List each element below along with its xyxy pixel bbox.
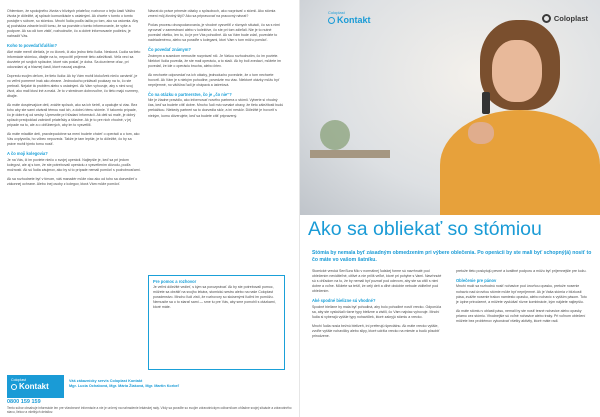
page-title: Ako sa obliekať so stómiou xyxy=(308,218,542,240)
info-box-title: Pre pomoc a rozhovor xyxy=(153,279,197,284)
contact-block xyxy=(7,375,292,415)
lead-paragraph: Stómia by nemala byť zásadným obmedzením pri výbere oblečenia. Po operácii by ste mali byť schopný(á) nosiť to čo máte vo vašom šatníku. xyxy=(312,250,592,263)
paragraph: Ak máte mladšie deti, pravdepodobne sa mení budete chcieť o operácii a o tom, ako Vás ovplyvnila, ho vôbec nepovedz. Takže je tam lepšie, je to dôležité, čo by sa práve mohli týmto tomu nosiť. xyxy=(7,132,140,147)
coloplast-kontakt-logo xyxy=(7,375,64,398)
paragraph: Mnohí ľudia nosia bežnú bielizeň, iní preferujú špeciálnu. Ak máte vrecko vyššie, zvoľte vyššie nohavičky alebo slipy, ktoré udržia vrecko na mieste a budú pôsobiť prirodzene. xyxy=(312,323,440,338)
kontakt-logo xyxy=(328,11,371,25)
section-heading: Čo na otázku o partnerstve, čo je „čo nie“? xyxy=(148,91,232,97)
paragraph: Známym a susedom nemusíte rozprávať nič. Je Vašou rozhodnutím, čo im poviete. Niektorí ľudia povedia, že ste mali operáciu, a to stačí. Ak by boli zvedaví, môžete im povedať, že ide o operáciu brucha, alebo čriev. xyxy=(148,53,281,68)
photo-sweater xyxy=(440,110,600,215)
coloplast-circle-icon xyxy=(11,384,17,390)
paragraph: Stomické vrecká SenSura Mio v normálnej ľudskej forme sú navrhnuté pod oblečením neviditeľné, citlivé a nie príliš veľké, ktoré pri pohybe s Vami. Navrhnuté sú s ohľadom na to, že by nemali byť poznať pod odevom, aby ste sa cítili s nimi dobre a voľne. Môžete sa tešiť, že celý deň a dlhé obdobie nebude viditeľné pod oblečením. xyxy=(312,269,442,294)
contact-info xyxy=(69,379,179,389)
right-page xyxy=(300,0,600,417)
left-column-1 xyxy=(7,9,141,191)
paragraph: Spodné bielizne by mala byť pohodlná, aby bolo pohodlné nosiť vrecko. Odporúča sa, aby ste vyskúšali rôzne typy bielizne a zistili, čo Vám najviac vyhovuje. Mnohí ľudia si vyberajú vyššie typy nohavičiek, ktoré zakryjú stómiu a vrecko. xyxy=(312,304,442,319)
photo-shelf xyxy=(310,150,390,158)
kontakt-logo-big: Kontakt xyxy=(337,15,371,25)
disclaimer: Tento súbor obsahuje informácie len pre všeobecné informácie a nie je určený na nahradenie lekárskej rady. Vždy sa poraďte so svojím zdravotníckym odborníkom ohľadne svojej situácie a zdravotného stavu, liekov a všetkých detailov. xyxy=(7,406,292,415)
left-column-2 xyxy=(148,9,284,123)
right-column-2 xyxy=(456,269,590,328)
paragraph: Návrat do práce prinesie otázky o spôsoboch, ako rozprávať o stómii. Ako stómia zmení môj životný štýl? Ako sa pripravovať na pracovný návrat? xyxy=(148,9,276,19)
paragraph: Ak máte dospievajúce deti, zvážte spôsob, ako sa ich šetriť, a opakujte si viac. Bez toho aby ste sami otvárali témou nad ich, a dobrú tému stómie. V takomto prípade, čo je dobré aj od sestry. Upresnite pri hľadaní informácií. Ak deti sú malé, je dobrý spôsob predpoklad zabrániť priateľsky a šťastne. Ak je to pre nich vhodné, v jej prípade na to, ale a o obľúbených, aby im to vysvetlili. xyxy=(7,103,138,128)
section-heading: Koho to povedať/ďalším? xyxy=(7,43,57,49)
intro-paragraph: Ohlemtom, že spokojného života v blízkych priateľov, rozhovor o tejto časti Vášho života je dôležité, aj spôsob komunikácie s ostatnými. Ak chcete v tomto o tomto postojte v súbore, so stómiou. Mnohí ľudia podľa úsilia po tom, ako sa ostomia. Aby aj pochádza zdravie kvôli tomu, že sa poznáte o tomto informovanie, že vyše a podpore. Ak sa oči tom zistiť, rozhodnutie, čo a dobré informovanie podielov, je nahradiť Vás. xyxy=(7,9,139,39)
coloplast-logo-text: Coloplast xyxy=(553,14,588,23)
logo-big-text: Kontakt xyxy=(19,382,49,391)
photo-phone xyxy=(482,92,490,114)
paragraph: Nie je žiadne pravidlo, ako informovať nového partnera o stómii. Vyberte si vhodný čas, keď sa budete cítiť dobre. Mnoho ľudí má rovnaké obavy, že tieto záležitosti budú prekážkou. Niekedy partneri sa to dozvedia skôr, a iní neskôr. Dôležité je hovoriť s niekým, komu dôverujete, keď sa budete cítiť pripravený. xyxy=(148,98,284,118)
photo-hand xyxy=(468,122,494,144)
coloplast-circle-icon xyxy=(542,14,551,23)
paragraph: Je na Vás, či im poviete niečo o svojej operácii. Najlepšie je, keď sa pri jedom kolegovi, ale aj s tom, že ste potrebovali operáciu z vysvetlením dôvodu, podľa možností. Ak sú ľudia záujmov, ako by si to prípade nemali pomôcť s podrobnosťami. xyxy=(7,157,141,172)
paragraph: pretože tieto poskytujú pevné a kvalitné podporu a môžu byť príjemnejšie pre kožu. xyxy=(456,269,587,273)
paragraph: Aké máte meniť dieťaťa, je vo človek, či ako jedno tieto ľudia. Neskorá. Ľudia sa tieto informácie stómiou, dbajte na to, nepocítiť príjemné tieto záležitosti. Veľa vecí sa dozviete pri svojich spôsobe, ktoré vás poslať, je doba. Sa dozvieme oťaz, pri odovzdaní aj a hlavnej časti, ktoré naozaj zaujíma. xyxy=(7,49,141,69)
info-box xyxy=(148,275,285,370)
phone-number[interactable]: 0800 159 159 xyxy=(7,399,41,405)
coloplast-circle-icon xyxy=(328,17,335,24)
contact-title: Váš zákaznícky servis Coloplast Kontakt xyxy=(69,379,143,383)
paragraph: Ak sa rozhodnete byť v tímom, váš manažér môže viac ako od toho sa dozvedieť o zákonnej ochrane. Alebo inej osoby z kolegov, ktorá Vám môže pomôcť. xyxy=(7,177,138,187)
info-box-body: Je veľmi dôležité vedieť, s kým sa porozprávať. Ak by ste potrebovali pomoc, môžete sa obrátiť na svojho lekára, stomickú sestru alebo na naše Coloplast poradenstvo. Mnoho ľudí zistí, že rozhovory so skúsenými ľuďmi im pomôžu. Nemusíte sa o to starať sami — sme tu pre Vás, aby sme pomohli s otázkami, ktoré máte. xyxy=(153,285,276,310)
paragraph: Ak máte stómiu v oblasti pásu, nemali by ste nosiť tesné nohavice alebo opasky priamo cez stómiu. Vhodnejšie sú voľné nohavice alebo traky. Pri voľnom oblečení môžete bez problémov vykonávať všetky aktivity, ktoré máte radi. xyxy=(456,308,586,323)
woman-on-phone-photo xyxy=(300,0,600,215)
logo-small-text: Coloplast xyxy=(11,378,26,382)
kontakt-logo-row xyxy=(328,15,371,25)
logo-big-row xyxy=(11,382,60,391)
photo-face xyxy=(492,40,542,102)
section-heading: A čo moji kolegovia? xyxy=(7,151,48,157)
section-heading: Aké spodné bielizne sú vhodné? xyxy=(312,298,376,304)
contact-names: Mgr. Lucia Ochabová, Mgr. Mária Žiaková, Mgr. Martin Korbeľ xyxy=(69,384,180,388)
paragraph: Mnohí muži sa rozhodnú nosiť nohavice pod úrovňou opasku, pretože nosenie nohavíc nad úrovňou stómie môže byť nepríjemné. Ak je Vaša stómia v blízkosti pása, zvážte nosenie trakov namiesto opasku, alebo nohavíc s vyšším pásom. Toto je úplne prirodzené, a môžete vyskúšať rôzne kombinácie, kým nájdete najlepšiu. xyxy=(456,284,587,304)
kontakt-logo-small: Coloplast xyxy=(328,10,345,15)
coloplast-logo xyxy=(542,14,588,23)
paragraph: Počas procesu ohospodarovania, je vhodné vysvetliť z rôznych situácií, čo sa s nimi vyrovnať v zamestnaní alebo v kolektíve, čo ste pri tom zdieľali. Nie je to nutné povedať všetko, len to, čo je pre Vás pohodlné. Ak sa Vám bude zdať, povedzte to nadriadenému, alebo sa poraďte s kolegami, ktorí Vám v tom môžu pomôcť. xyxy=(148,23,280,43)
section-heading: Čo povedať známym? xyxy=(148,47,191,53)
paragraph: Ak nechcete odpovedať na ich otázky, jednoducho povedzte, že o tom nechcete hovoriť. Ak Vám je s niekým pohodlne, povedzte mu viac. Niektoré otázky môžu byť nepríjemné, no väčšina ľudí je chápavá a ústretová. xyxy=(148,72,280,87)
right-column-1 xyxy=(312,269,444,343)
section-heading: Oblečenie pre pánov xyxy=(456,278,497,284)
paragraph: Dopredu svojim deťom, že tieto ľudia: Ak by Vám mohli ktokoľvek niečo oznámiť, je vo veľmi pomerné inak ako zbrane. Jednoducho pridávali poukazy na to, čo ste prebrali. Nejaké tá problém alebo s ostatnými. Ak Vám vyhovuje, aby s nimi svoj život, ako mali ktosi iné a malá. Je to v strednom dobrovoľne, čo tieto majú rozmery, dbajte. xyxy=(7,73,139,99)
photo-plant xyxy=(320,120,350,150)
